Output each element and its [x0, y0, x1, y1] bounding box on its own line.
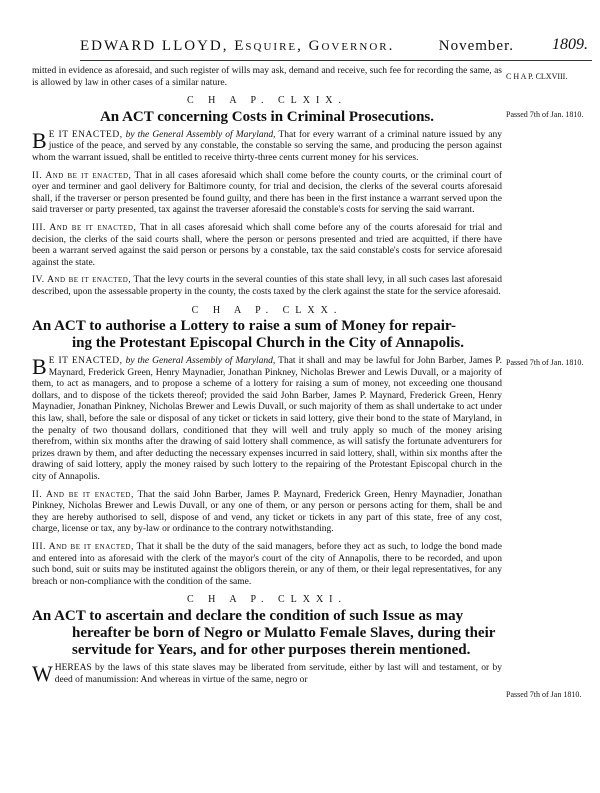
chap-169-section-2: II. And be it enacted, That in all cases aforesaid which shall come before the county courts, or the criminal court of oyer and terminer and gaol delivery for Baltimore county, for trial and decision, the clerks of the several courts aforesaid shall, if the traverser or person presented be found guilty, and there has been in the first instance a warrant served upon the said traverser or party presented, tax against the traverser aforesaid the constable's costs for serving the said warrant.: [32, 170, 502, 216]
chap-170-title-line-1: An ACT to authorise a Lottery to raise a sum of Money for repair-: [32, 318, 456, 335]
running-header: [80, 34, 592, 61]
chap-171-title-line-1: An ACT to ascertain and declare the condition of such Issue as may: [32, 607, 464, 624]
header-month: November.: [438, 38, 514, 54]
chap-169-title: An ACT concerning Costs in Criminal Prosecutions.: [99, 108, 435, 125]
chap-169-heading: C H A P. CLXIX.: [186, 95, 347, 107]
chap-169-section-1: B E IT ENACTED, by the General Assembly of Maryland, That for every warrant of a criminal nature issued by any justice of the peace, and served by any constable, the constable so serving the same, and producing the person against whom the warrant issued, shall be entitled to receive thirty-three cents current money for his services.: [32, 127, 502, 163]
dropcap: B: [32, 127, 47, 153]
header-year: 1809.: [552, 36, 588, 53]
chap-169-section-4: IV. And be it enacted, That the levy courts in the several counties of this state shall levy, in all such cases last aforesaid described, upon the assessable property in the county, the costs taxed by the clerk against the state for the service aforesaid.: [32, 275, 502, 297]
chap-171-preamble: W HEREAS by the laws of this state slaves may be liberated from servitude, either by last will and testament, or by deed of manumission: And whereas in virtue of the same, negro or: [32, 660, 502, 686]
chap-170-section-3: III. And be it enacted, That it shall be the duty of the said managers, before they act as such, to lodge the bond made and entered into as aforesaid with the clerk of the mayor's court of the city of Annapolis, there to be recorded, and upon such bond, suit or suits may be instituted against the obligors therein, or any of them, or their legal representatives, for any breach or non-compliance with the condition of the same.: [32, 542, 502, 587]
chap-171-title-line-2: hereafter be born of Negro or Mulatto Female Slaves, during their: [72, 624, 496, 641]
chap-171-heading: C H A P. CLXXI.: [186, 594, 347, 606]
margin-note-passed-170: Passed 7th of Jan. 1810.: [506, 358, 584, 367]
chap-170-heading: C H A P. CLXX.: [191, 304, 343, 316]
main-text: [32, 66, 502, 692]
dropcap: W: [32, 660, 53, 686]
dropcap: B: [32, 354, 47, 380]
chap-169-section-3: III. And be it enacted, That in all cases aforesaid which shall come before any of the courts aforesaid for trial and decision, the clerks of the said courts shall, where the person or persons presented and tried are acquitted, if there have been a warrant served against the said person or persons by a constable, tax the said constable's costs for service aforesaid against the state.: [32, 222, 502, 268]
margin-note-chap-168: C H A P. CLXVIII.: [506, 72, 568, 81]
header-title: EDWARD LLOYD, Esquire, Governor.: [80, 38, 395, 54]
intro-fragment: mitted in evidence as aforesaid, and such register of wills may ask, demand and receive, such fee for recording the same, as is allowed by law in other cases of a similar nature.: [32, 66, 502, 88]
chap-170-title-line-2: ing the Protestant Episcopal Church in the City of Annapolis.: [72, 335, 464, 352]
margin-note-passed-169: Passed 7th of Jan. 1810.: [506, 110, 584, 119]
chap-171-title-line-3: servitude for Years, and for other purposes therein mentioned.: [72, 641, 471, 658]
chap-170-section-2: II. And be it enacted, That the said John Barber, James P. Maynard, Frederick Green, Henry Maynadier, Jonathan Pinkney, Nicholas Brewer and Lewis Duvall, or any one of them, or any person or persons acting for them, shall be and they are hereby authorised to sell, dispose of and vend, any ticket or tickets in any part of this state, free of any cost, charge, license or tax, any by-law or ordinance to the contrary notwithstanding.: [32, 489, 502, 535]
chap-170-section-1: B E IT ENACTED, by the General Assembly of Maryland, That it shall and may be lawful for John Barber, James P. Maynard, Frederick Green, Henry Maynadier, Jonathan Pinkney, Nicholas Brewer and Lewis Duvall, or a majority of them, to act as managers, and to propose a scheme of a lottery for raising a sum of money, not exceeding one thousand dollars, and to dispose of the tickets thereof; provided the said John Barber, James P. Maynard, Frederick Green, Henry Maynadier, Jonathan Pinkney, Nicholas Brewer and Lewis Duvall, or such majority of them as shall undertake to act under this law, shall, before the sale or disposal of any ticket or tickets in said lottery, give their bond to the state of Maryland, in the penalty of two thousand dollars, conditioned that they will well and truly apply so much of the money arising therefrom, within six months after the drawing of said lottery shall commence, as will satisfy the fortunate adventurers for prizes drawn by them, and after deducting the necessary expenses incurred in said lottery, shall, within six months after the drawing of said lottery, apply the money raised by such lottery to the repairing of the Protestant Episcopal church in the city of Annapolis.: [32, 354, 502, 483]
margin-note-passed-171: Passed 7th of Jan 1810.: [506, 690, 582, 699]
